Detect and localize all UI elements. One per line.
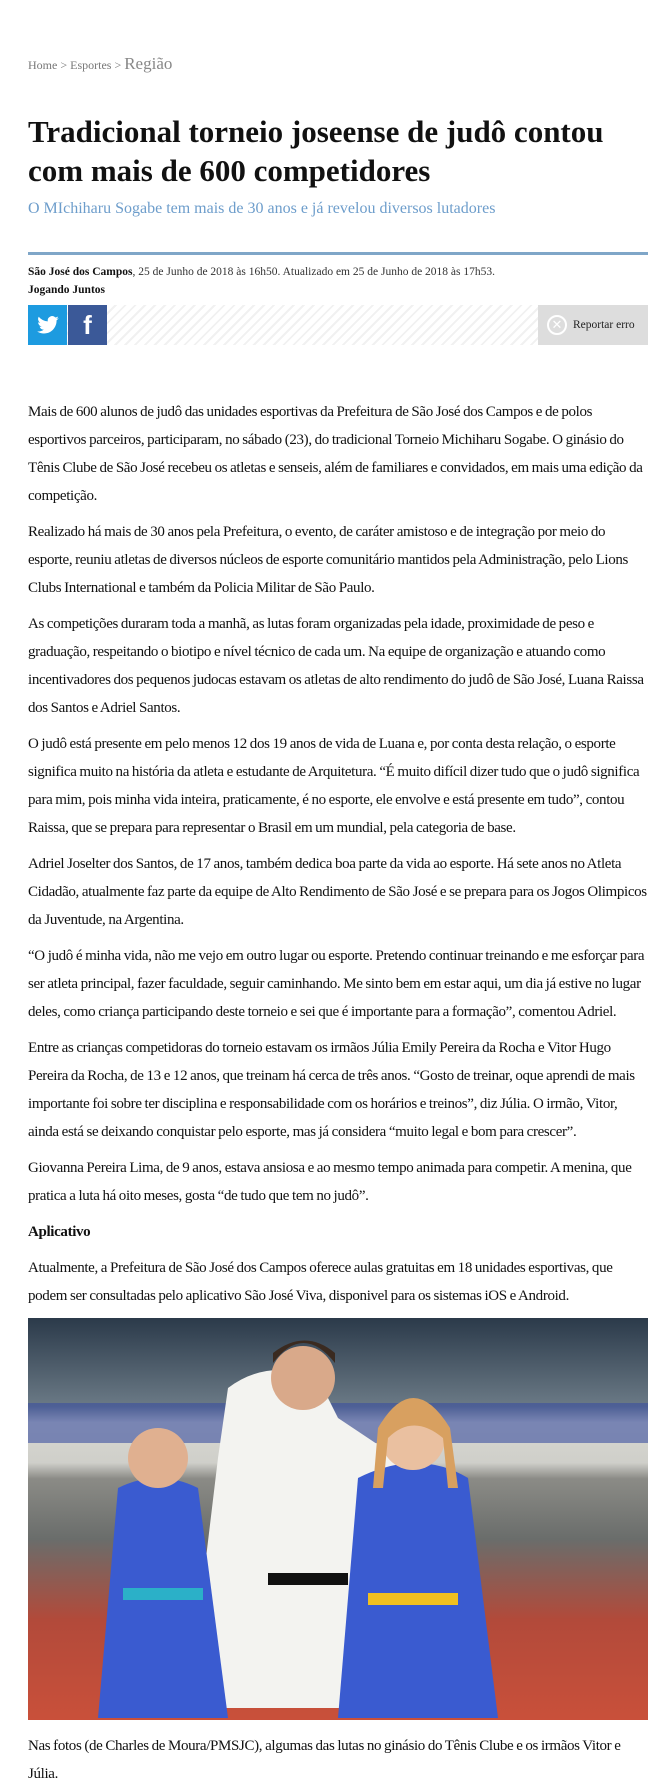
- breadcrumb-separator: >: [60, 58, 68, 72]
- breadcrumb: [28, 54, 172, 74]
- close-circle-icon: ✕: [547, 315, 567, 335]
- article-meta: [28, 263, 495, 299]
- paragraph: As competições duraram toda a manhã, as lutas foram organizadas pela idade, proximidade de peso e graduação, respeitando o biotipo e nível técnico de cada um. Na equipe de organização e atuando como incentivadores dos pequenos judocas estavam os atletas de alto rendimento do judô de São José, Luana Raissa dos Santos e Adriel Santos.: [28, 616, 644, 716]
- judo-photo-illustration: [28, 1318, 648, 1720]
- breadcrumb-separator: >: [114, 58, 122, 72]
- paragraph: Adriel Joselter dos Santos, de 17 anos, também dedica boa parte da vida ao esporte. Há sete anos no Atleta Cidadão, atualmente faz parte da equipe de Alto Rendimento de São José e se prepara para os Jogos Olimpicos da Juventude, na Argentina.: [28, 856, 647, 928]
- photo-caption: Nas fotos (de Charles de Moura/PMSJC), algumas das lutas no ginásio do Tênis Clube e os irmãos Vitor e Júlia.: [28, 1738, 621, 1782]
- dates: , 25 de Junho de 2018 às 16h50. Atualizado em 25 de Junho de 2018 às 17h53.: [132, 266, 496, 278]
- twitter-share-button[interactable]: [28, 305, 67, 345]
- breadcrumb-home[interactable]: Home: [28, 58, 58, 72]
- twitter-icon: [37, 316, 59, 334]
- article-content: [28, 398, 648, 1788]
- program-name: Jogando Juntos: [28, 284, 106, 296]
- report-error-button[interactable]: [538, 305, 648, 345]
- paragraph: Atualmente, a Prefeitura de São José dos Campos oferece aulas gratuitas em 18 unidades esportivas, que podem ser consultadas pelo aplicativo São José Viva, disponivel para os sistemas iOS e Android.: [28, 1260, 613, 1304]
- breadcrumb-regiao[interactable]: Região: [124, 54, 173, 73]
- facebook-share-button[interactable]: [68, 305, 107, 345]
- paragraph: Giovanna Pereira Lima, de 9 anos, estava ansiosa e ao mesmo tempo animada para competir. A menina, que pratica a luta há oito meses, gosta “de tudo que tem no judô”.: [28, 1160, 632, 1204]
- paragraph: Realizado há mais de 30 anos pela Prefeitura, o evento, de caráter amistoso e de integração por meio do esporte, reuniu atletas de diversos núcleos de esporte comunitário mantidos pela Administração, pelo Lions Clubs International e também da Policia Militar de São Paulo.: [28, 524, 628, 596]
- divider: [28, 252, 648, 255]
- location: São José dos Campos: [28, 266, 133, 278]
- article-photo: [28, 1318, 648, 1720]
- report-error-label: Reportar erro: [573, 319, 635, 331]
- subtitle: O MIchiharu Sogabe tem mais de 30 anos e já revelou diversos lutadores: [28, 200, 496, 217]
- paragraph: O judô está presente em pelo menos 12 dos 19 anos de vida de Luana e, por conta desta relação, o esporte significa muito na história da atleta e estudante de Arquitetura. “É muito difícil dizer tudo que o judô significa para mim, pois minha vida inteira, praticamente, é no esporte, ele envolve e está presente em tudo”, contou Raissa, que se prepara para representar o Brasil em um mundial, pela categoria de base.: [28, 736, 640, 836]
- paragraph: Mais de 600 alunos de judô das unidades esportivas da Prefeitura de São José dos Campos e de polos esportivos parceiros, participaram, no sábado (23), do tradicional Torneio Michiharu Sogabe. O ginásio do Tênis Clube de São José recebeu os atletas e senseis, além de familiares e convidados, em mais uma edição da competição.: [28, 404, 643, 504]
- page-title: Tradicional torneio joseense de judô contou com mais de 600 competidores: [28, 114, 604, 188]
- subheading: Aplicativo: [28, 1224, 91, 1240]
- share-bar: [28, 305, 648, 345]
- article-body: [28, 398, 648, 1310]
- facebook-icon: f: [83, 309, 92, 340]
- paragraph: “O judô é minha vida, não me vejo em outro lugar ou esporte. Pretendo continuar treinando e me esforçar para ser atleta principal, fazer faculdade, seguir caminhando. Me sinto bem em estar aqui, um dia já estive no lugar deles, como criança participando deste torneio e sei que é importante para a formação”, comentou Adriel.: [28, 948, 645, 1020]
- breadcrumb-esportes[interactable]: Esportes: [70, 58, 112, 72]
- paragraph: Entre as crianças competidoras do torneio estavam os irmãos Júlia Emily Pereira da Rocha e Vitor Hugo Pereira da Rocha, de 13 e 12 anos, que treinam há cerca de três anos. “Gosto de treinar, oque aprendi de mais importante foi sobre ter disciplina e responsabilidade com os horários e treinos”, diz Júlia. O irmão, Vitor, ainda está se deixando conquistar pelo esporte, mas já considera “muito legal e bom para crescer”.: [28, 1040, 635, 1140]
